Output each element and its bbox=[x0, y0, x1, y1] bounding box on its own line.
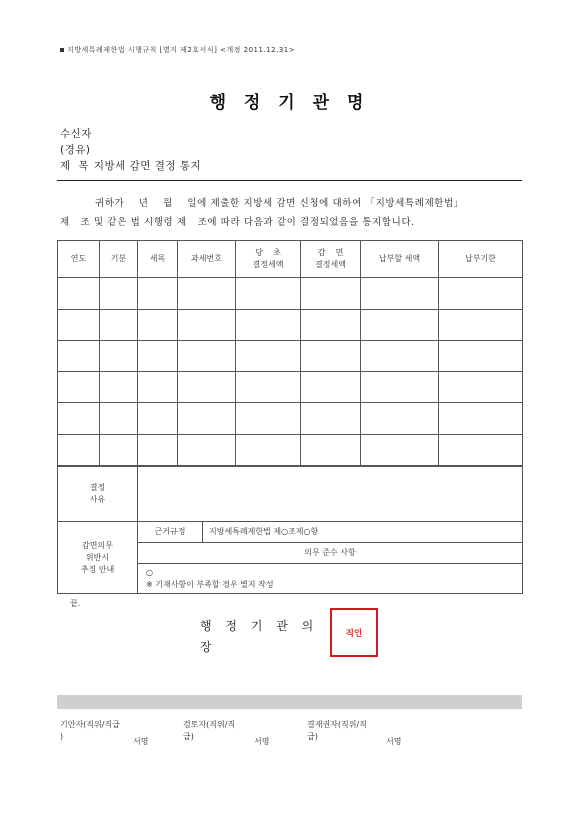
approver-sign[interactable]: 서명 bbox=[386, 737, 402, 746]
table-row bbox=[58, 340, 523, 371]
compliance-label: 의무 준수 사항 bbox=[138, 543, 523, 564]
reviewer-label: 검토자(직위/직 급) bbox=[183, 720, 236, 741]
reason-notice-table bbox=[57, 466, 523, 594]
form-reference-text: 지방세특례제한법 시행규칙 [별지 제2호서식] <개정 2011.12.31> bbox=[67, 46, 296, 54]
table-row bbox=[58, 403, 523, 434]
table-row bbox=[58, 372, 523, 403]
recipient-label: 수신자 bbox=[60, 128, 92, 140]
drafter-sign[interactable]: 서명 bbox=[133, 737, 149, 746]
agency-title: 행 정 기 관 명 bbox=[209, 93, 370, 113]
header-due-date: 납부기한 bbox=[439, 241, 523, 278]
basis-value: 지방세특례제한법 제○조제○항 bbox=[203, 522, 523, 543]
table-row bbox=[58, 434, 523, 465]
notice-body bbox=[60, 194, 520, 232]
approver-label: 결재권자(직위/직 급) bbox=[307, 720, 367, 741]
drafter-label: 기안자(직위/직급 ) bbox=[60, 720, 120, 741]
table-row bbox=[58, 278, 523, 309]
reason-field[interactable] bbox=[138, 467, 523, 522]
header-tax-item: 세목 bbox=[138, 241, 178, 278]
subject-label: 제 목 bbox=[60, 160, 89, 172]
subject-line bbox=[60, 158, 201, 173]
header-tax-number: 과세번호 bbox=[178, 241, 236, 278]
compliance-item: ○ bbox=[146, 567, 153, 577]
basis-row bbox=[58, 522, 523, 543]
reason-row bbox=[58, 467, 523, 522]
compliance-content[interactable] bbox=[138, 564, 523, 594]
reason-label: 결정 사유 bbox=[58, 467, 138, 522]
form-reference bbox=[60, 45, 295, 55]
compliance-note: ※ 기재사항이 부족할 경우 별지 작성 bbox=[146, 579, 274, 589]
table-header-row bbox=[58, 241, 523, 278]
reviewer-sign[interactable]: 서명 bbox=[254, 737, 270, 746]
header-divider bbox=[57, 180, 522, 181]
header-payable-amount: 납부할 세액 bbox=[361, 241, 439, 278]
end-mark: 끝. bbox=[70, 599, 81, 608]
subject-text: 지방세 감면 결정 통지 bbox=[93, 160, 202, 172]
basis-label: 근거규정 bbox=[138, 522, 203, 543]
table-row bbox=[58, 309, 523, 340]
bullet-square-icon bbox=[60, 48, 64, 52]
notice-body-line-2: 제 조 및 같은 법 시행령 제 조에 따라 다음과 같이 결정되었음을 통지합니다. bbox=[60, 217, 415, 228]
notice-body-line-1: 귀하가 년 월 일에 제출한 지방세 감면 신청에 대하여 「지방세특례제한법」 bbox=[95, 198, 464, 209]
header-item: 기분 bbox=[100, 241, 138, 278]
decision-table bbox=[57, 240, 523, 466]
official-seal bbox=[330, 608, 378, 657]
header-year: 연도 bbox=[58, 241, 100, 278]
header-reduced-amount: 감 면 결정세액 bbox=[301, 241, 361, 278]
signer-title: 행 정 기 관 의 장 bbox=[200, 619, 319, 654]
approval-divider-bar bbox=[57, 695, 522, 709]
header-initial-amount: 당 초 결정세액 bbox=[236, 241, 301, 278]
seal-label: 직인 bbox=[345, 628, 363, 639]
notice-label: 감면의무 위반시 추징 안내 bbox=[58, 522, 138, 594]
via-label: (경유) bbox=[60, 144, 91, 156]
